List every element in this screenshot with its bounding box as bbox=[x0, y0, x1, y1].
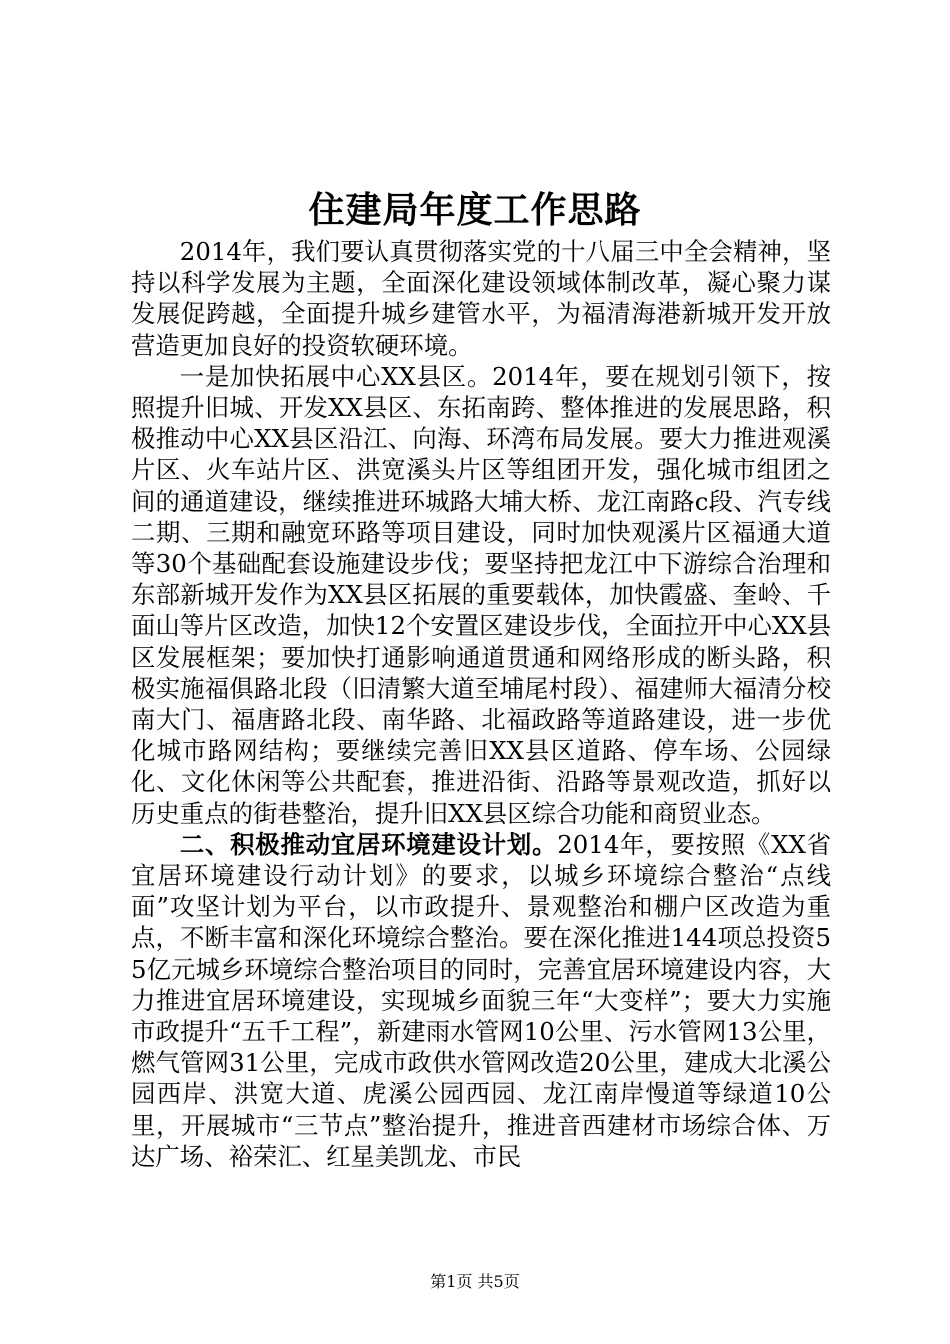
paragraph-livable-environment-text: 2014年，要按照《XX省宜居环境建设行动计划》的要求，以城乡环境综合整治“点线面”攻坚计划为平台，以市政提升、景观整治和棚户区改造为重点，不断丰富和深化环境综合整治。要在深化推进144项总投资55亿元城乡环境综合整治项目的同时，完善宜居环境建设内容，大力推进宜居环境建设，实现城乡面貌三年“大变样”；要大力实施市政提升“五千工程”，新建雨水管网10公里、污水管网13公里，燃气管网31公里，完成市政供水管网改造20公里，建成大北溪公园西岸、洪宽大道、虎溪公园西园、龙江南岸慢道等绿道10公里，开展城市“三节点”整治提升，推进音西建材市场综合体、万达广场、裕荣汇、红星美凯龙、市民 bbox=[131, 829, 831, 1171]
page-number-footer: 第1页 共5页 bbox=[430, 1272, 520, 1291]
document-body bbox=[131, 236, 831, 1172]
paragraph-intro bbox=[131, 236, 831, 361]
document-title: 住建局年度工作思路 bbox=[308, 189, 642, 231]
paragraph-expand-center-district-text: 一是加快拓展中心XX县区。2014年，要在规划引领下，按照提升旧城、开发XX县区、东拓南跨、整体推进的发展思路，积极推动中心XX县区沿江、向海、环湾布局发展。要大力推进观溪片区、火车站片区、洪宽溪头片区等组团开发，强化城市组团之间的通道建设，继续推进环城路大埔大桥、龙江南路c段、汽专线二期、三期和融宽环路等项目建设，同时加快观溪片区福通大道等30个基础配套设施建设步伐；要坚持把龙江中下游综合治理和东部新城开发作为XX县区拓展的重要载体，加快霞盛、奎岭、千面山等片区改造，加快12个安置区建设步伐，全面拉开中心XX县区发展框架；要加快打通影响通道贯通和网络形成的断头路，积极实施福俱路北段（旧清繁大道至埔尾村段）、福建师大福清分校南大门、福唐路北段、南华路、北福政路等道路建设，进一步优化城市路网结构；要继续完善旧XX县区道路、停车场、公园绿化、文化休闲等公共配套，推进沿街、沿路等景观改造，抓好以历史重点的街巷整治，提升旧XX县区综合功能和商贸业态。 bbox=[131, 361, 831, 828]
paragraph-expand-center-district bbox=[131, 361, 831, 829]
paragraph-intro-text: 2014年，我们要认真贯彻落实党的十八届三中全会精神，坚持以科学发展为主题，全面深化建设领域体制改革，凝心聚力谋发展促跨越，全面提升城乡建管水平，为福清海港新城开发开放营造更加良好的投资软硬环境。 bbox=[131, 237, 831, 360]
paragraph-livable-environment bbox=[131, 829, 831, 1172]
paragraph-livable-environment-heading: 二、积极推动宜居环境建设计划。 bbox=[179, 829, 558, 859]
